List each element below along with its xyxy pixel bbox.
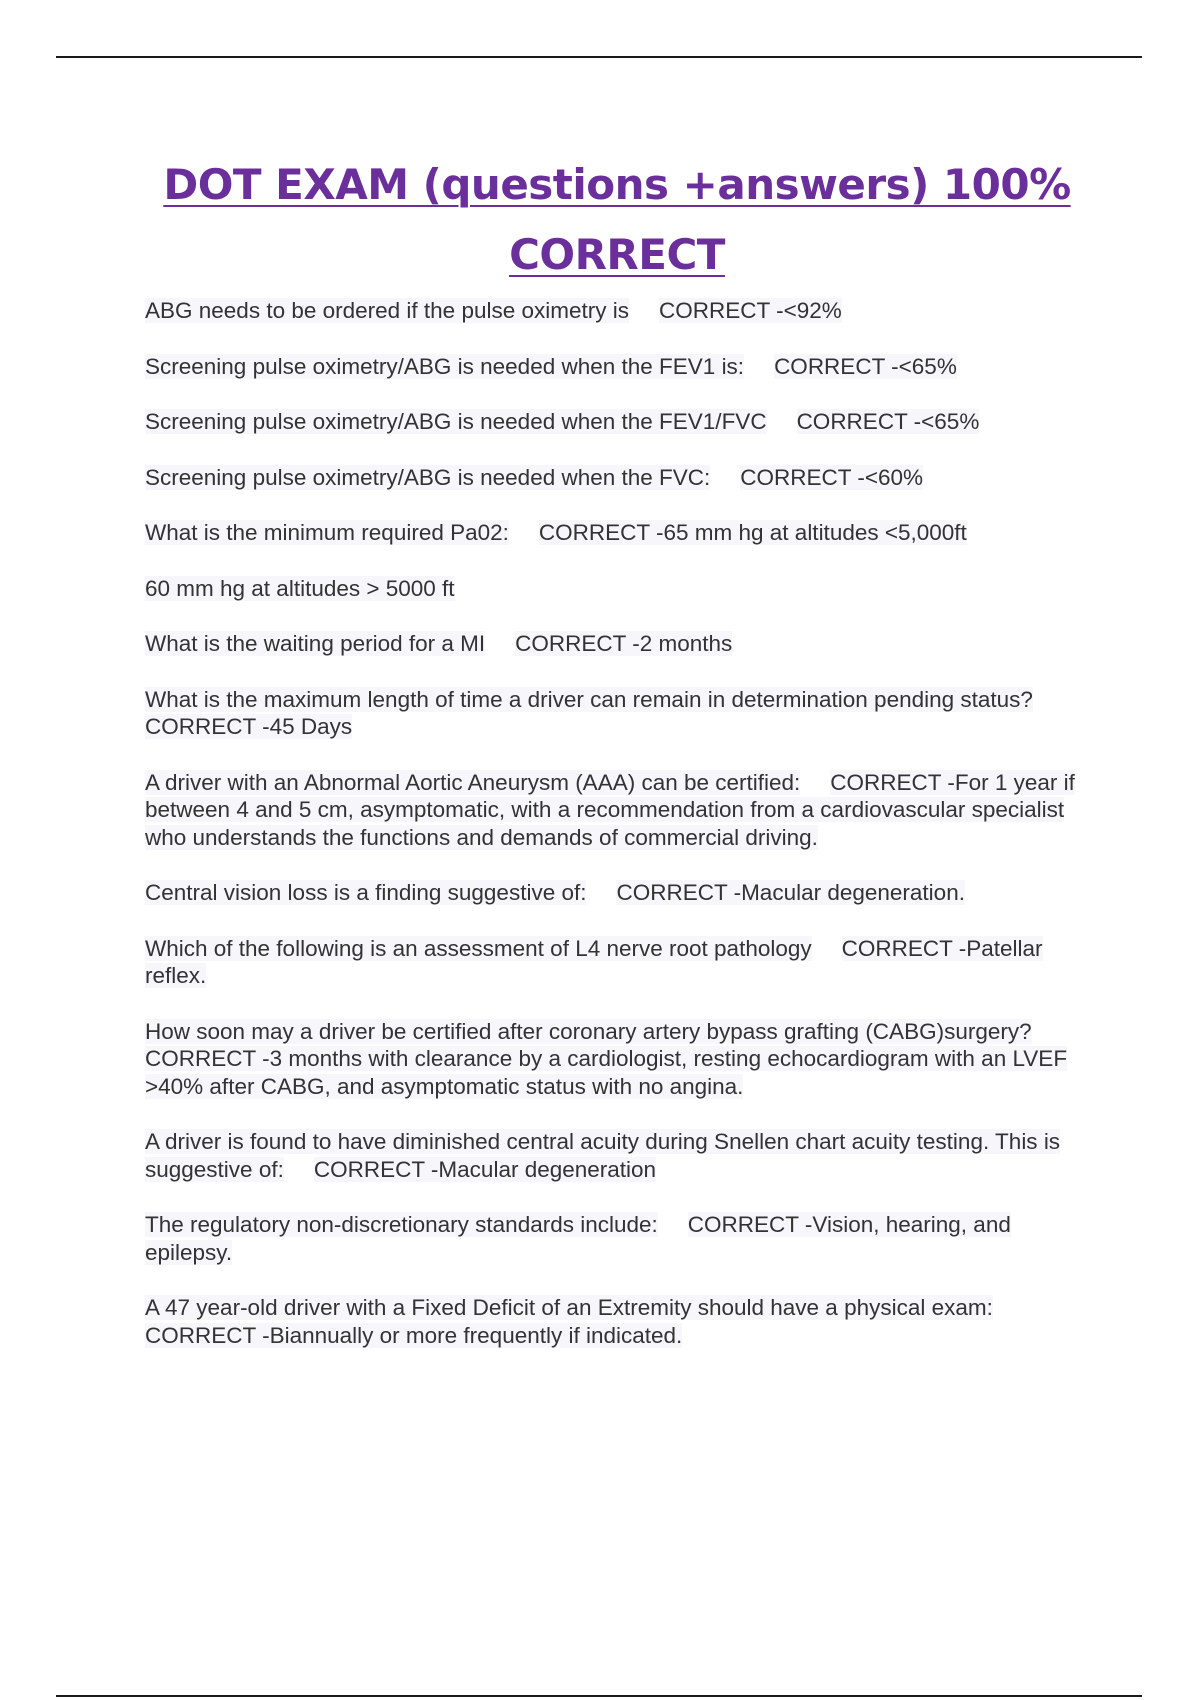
answer-text: CORRECT -45 Days [145,714,353,739]
answer-text: CORRECT -For 1 year if between 4 and 5 cm, asymptomatic, with a recommendation from a cardiovascular specialist who understands the functions and demands of commercial driving. [145,769,1075,850]
question-text: A driver is found to have diminished central acuity during Snellen chart acuity testing. This is suggestive of: [145,1129,1061,1182]
qa-item [145,519,1085,547]
footer-rule [56,1695,1142,1697]
question-text: What is the maximum length of time a driver can remain in determination pending status? [145,686,1033,712]
answer-text: CORRECT -<92% [659,298,842,323]
question-text: A driver with an Abnormal Aortic Aneurysm (AAA) can be certified: [145,769,801,795]
title-line-1: DOT EXAM (questions +answers) 100% [163,160,1071,209]
qa-item [145,879,1085,907]
question-text: Central vision loss is a finding suggestive of: [145,880,587,905]
answer-text: CORRECT -Patellar reflex. [145,935,1043,988]
qa-list [145,297,1085,1377]
qa-item [145,575,1085,603]
answer-text: CORRECT -Macular degeneration. [616,880,965,905]
question-text: What is the waiting period for a MI [145,631,486,656]
header-rule [56,56,1142,58]
qa-item [145,297,1085,325]
question-text: The regulatory non-discretionary standards include: [145,1212,658,1237]
answer-text: CORRECT -<65% [796,409,980,434]
question-text: How soon may a driver be certified after coronary artery bypass grafting (CABG)surgery? [145,1018,1032,1044]
title-line-2: CORRECT [509,230,725,279]
qa-item [145,1128,1085,1183]
answer-text: CORRECT -<60% [740,464,924,490]
answer-text: CORRECT -Biannually or more frequently if indicated. [145,1322,683,1348]
question-text: 60 mm hg at altitudes > 5000 ft [145,575,455,601]
answer-text: CORRECT -Macular degeneration [313,1156,657,1182]
question-text: What is the minimum required Pa02: [145,520,509,545]
question-text: ABG needs to be ordered if the pulse oximetry is [145,298,630,323]
question-text: Which of the following is an assessment of L4 nerve root pathology [145,935,812,961]
question-text: Screening pulse oximetry/ABG is needed when the FEV1 is: [145,353,745,379]
qa-item [145,1018,1085,1101]
question-text: A 47 year-old driver with a Fixed Deficit of an Extremity should have a physical exam: [145,1295,993,1320]
answer-text: CORRECT -2 months [515,631,733,656]
answer-text: CORRECT -3 months with clearance by a cardiologist, resting echocardiogram with an LVEF >40% after CABG, and asymptomatic status with no angina. [145,1046,1068,1099]
question-text: Screening pulse oximetry/ABG is needed when the FEV1/FVC [145,409,767,434]
answer-text: CORRECT -<65% [774,353,957,379]
qa-item [145,935,1085,990]
qa-item [145,769,1085,852]
answer-text: CORRECT -Vision, hearing, and epilepsy. [145,1212,1011,1265]
qa-item [145,1294,1085,1349]
document-title [100,150,1134,290]
question-text: Screening pulse oximetry/ABG is needed when the FVC: [145,464,711,490]
qa-item [145,464,1085,492]
qa-item [145,353,1085,381]
qa-item [145,1211,1085,1266]
qa-item [145,686,1085,741]
qa-item [145,630,1085,658]
answer-text: CORRECT -65 mm hg at altitudes <5,000ft [538,520,967,545]
qa-item [145,408,1085,436]
